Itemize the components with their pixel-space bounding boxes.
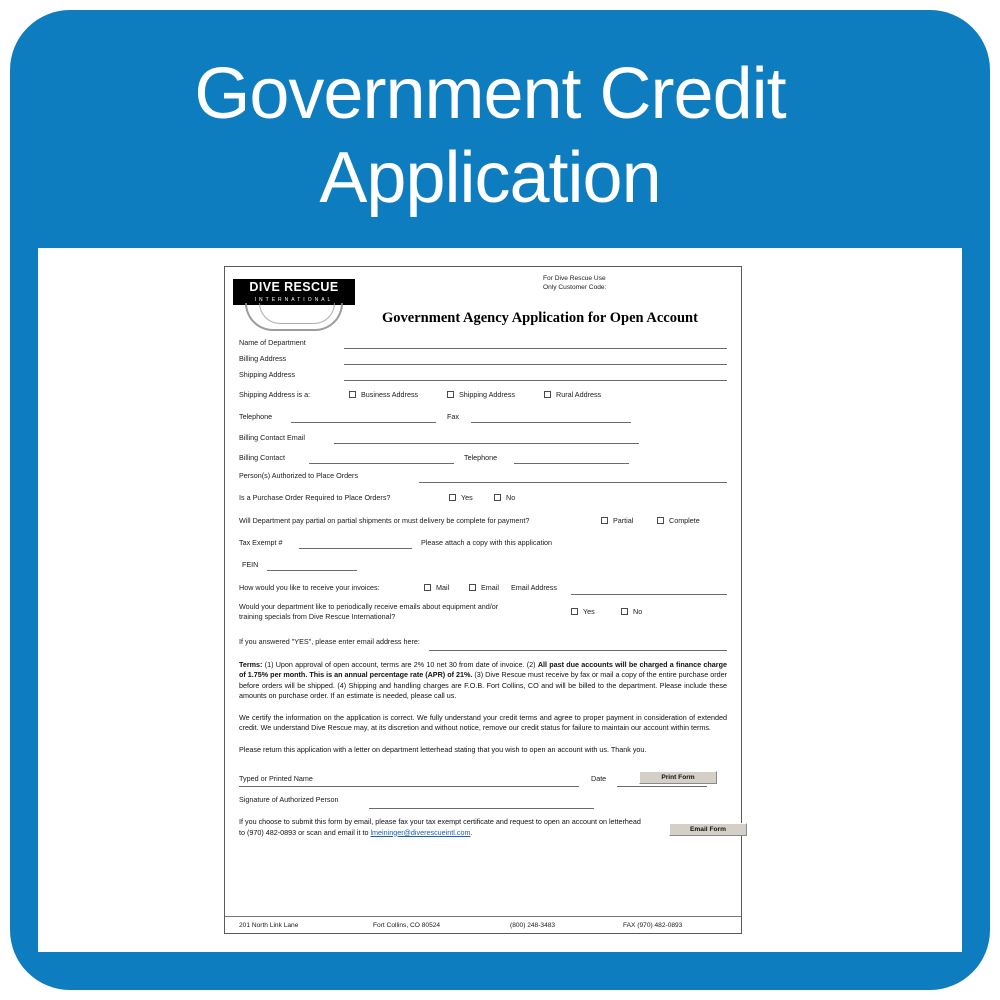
label-signature: Signature of Authorized Person xyxy=(239,795,339,805)
email-note-line-1: If you choose to submit this form by email, please fax your tax exempt certificate and request to open an account on letterhead xyxy=(239,817,641,827)
input-typed-name[interactable] xyxy=(239,786,579,787)
print-form-button[interactable]: Print Form xyxy=(639,771,717,784)
input-fax[interactable] xyxy=(471,422,631,423)
logo-wreath-icon xyxy=(245,303,343,331)
input-invoice-email-address[interactable] xyxy=(571,594,727,595)
input-tax-exempt[interactable] xyxy=(299,548,412,549)
checkbox-invoice-mail[interactable] xyxy=(424,584,431,591)
label-po-no: No xyxy=(506,493,516,502)
terms-text-2: (3) Dive Rescue must receive by fax or mail a copy of the entire purchase order before orders will be shipped. (4) Shipping and handling charges are F.O.B. Fort Collins, CO and will be billed to the department. Please include these amounts on purchase order. If an estimate is needed, please call us. xyxy=(239,670,728,701)
label-invoice-email: Email xyxy=(481,583,499,592)
checkbox-po-no[interactable] xyxy=(494,494,501,501)
row-typed-name-date xyxy=(239,763,727,789)
row-partial-complete xyxy=(239,508,727,531)
checkbox-specials-no[interactable] xyxy=(621,608,628,615)
logo-name: DIVE RESCUE xyxy=(233,279,355,296)
input-date[interactable] xyxy=(617,786,707,787)
label-billing-contact: Billing Contact xyxy=(239,453,285,462)
label-specials-line-2: training specials from Dive Rescue International? xyxy=(239,612,396,621)
dive-rescue-use-block xyxy=(543,275,683,293)
label-persons-authorized: Person(s) Authorized to Place Orders xyxy=(239,471,359,480)
row-billing-contact xyxy=(239,447,727,466)
footer-city: Fort Collins, CO 80524 xyxy=(373,921,441,929)
dive-rescue-logo xyxy=(233,279,355,331)
email-note-line-2-post: . xyxy=(470,827,473,837)
input-signature[interactable] xyxy=(369,808,594,809)
form-body xyxy=(225,335,741,841)
row-invoice-delivery xyxy=(239,574,727,598)
label-tax-exempt-note: Please attach a copy with this application xyxy=(421,538,553,547)
row-specials-question xyxy=(239,598,727,628)
form-title: Government Agency Application for Open Account xyxy=(382,310,698,326)
row-billing-address xyxy=(239,351,727,367)
page-title: Government Credit Application xyxy=(194,54,786,218)
checkbox-rural-address[interactable] xyxy=(544,391,551,398)
label-specials-line-1: Would your department like to periodically receive emails about equipment and/or xyxy=(239,602,499,611)
checkbox-business-address[interactable] xyxy=(349,391,356,398)
label-billing-address: Billing Address xyxy=(239,354,287,363)
label-business-address: Business Address xyxy=(361,390,419,399)
email-submit-note xyxy=(239,817,727,841)
label-billing-contact-email: Billing Contact Email xyxy=(239,433,305,442)
terms-lead: Terms: xyxy=(239,660,263,669)
label-partial: Partial xyxy=(613,516,634,525)
label-invoice-email-address: Email Address xyxy=(511,583,557,592)
label-rural-address: Rural Address xyxy=(556,390,602,399)
row-shipping-address xyxy=(239,367,727,383)
row-po-required xyxy=(239,485,727,508)
label-partial-question: Will Department pay partial on partial shipments or must delivery be complete for payment? xyxy=(239,516,530,525)
footer-phone: (800) 248-3483 xyxy=(510,921,556,929)
checkbox-complete[interactable] xyxy=(657,517,664,524)
terms-text-1: (1) Upon approval of open account, terms are 2% 10 net 30 from date of invoice. (2) xyxy=(262,660,538,669)
dive-use-line-1: For Dive Rescue Use xyxy=(543,275,606,282)
label-specials-yes: Yes xyxy=(583,607,595,616)
label-yes-email: If you answered "YES", please enter email address here: xyxy=(239,637,420,646)
checkbox-shipping-address[interactable] xyxy=(447,391,454,398)
dive-use-line-2: Only Customer Code: xyxy=(543,283,607,291)
input-fein[interactable] xyxy=(267,570,357,571)
support-email-link[interactable]: lmeininger@diverescueintl.com xyxy=(370,827,471,837)
row-tax-exempt xyxy=(239,531,727,552)
checkbox-partial[interactable] xyxy=(601,517,608,524)
label-tax-exempt: Tax Exempt # xyxy=(239,538,283,547)
label-typed-name: Typed or Printed Name xyxy=(239,774,313,784)
label-telephone: Telephone xyxy=(239,412,273,421)
label-shipping-address-is-a: Shipping Address is a: xyxy=(239,390,311,399)
label-telephone-2: Telephone xyxy=(464,453,498,462)
row-shipping-address-type xyxy=(239,383,727,405)
label-fein: FEIN xyxy=(242,560,259,569)
label-specials-no: No xyxy=(633,607,643,616)
logo-subtitle: INTERNATIONAL xyxy=(233,296,355,305)
row-name-of-department xyxy=(239,335,727,351)
label-po-yes: Yes xyxy=(461,493,473,502)
terms-paragraph xyxy=(239,660,727,702)
credit-application-form xyxy=(224,266,742,934)
checkbox-po-yes[interactable] xyxy=(449,494,456,501)
footer-fax: FAX (970) 482-0893 xyxy=(623,921,683,929)
checkbox-invoice-email[interactable] xyxy=(469,584,476,591)
checkbox-specials-yes[interactable] xyxy=(571,608,578,615)
email-form-button[interactable]: Email Form xyxy=(669,823,747,836)
input-yes-email[interactable] xyxy=(429,650,727,651)
input-shipping-address[interactable] xyxy=(344,380,727,381)
input-billing-address[interactable] xyxy=(344,364,727,365)
footer-address: 201 North Link Lane xyxy=(239,921,299,929)
label-shipping-address: Shipping Address xyxy=(239,370,295,379)
row-telephone-fax xyxy=(239,405,727,426)
certify-paragraph: We certify the information on the application is correct. We fully understand your credit terms and agree to proper payment in consideration of extended credit. We understand Dive Rescue may, at its discretion and without notice, remove our credit status for failure to maintain our account within terms. xyxy=(239,712,727,733)
row-signature xyxy=(239,789,727,811)
input-billing-contact-email[interactable] xyxy=(334,443,639,444)
input-billing-contact[interactable] xyxy=(309,463,454,464)
label-date: Date xyxy=(591,774,607,784)
input-name-of-department[interactable] xyxy=(344,348,727,349)
input-telephone-2[interactable] xyxy=(514,463,629,464)
label-name-of-department: Name of Department xyxy=(239,338,306,347)
row-billing-contact-email xyxy=(239,426,727,447)
row-fein xyxy=(239,552,727,574)
footer-divider xyxy=(225,916,741,917)
form-header xyxy=(225,267,741,335)
label-fax: Fax xyxy=(447,412,459,421)
email-note-line-2-pre: to (970) 482-0893 or scan and email it to xyxy=(239,827,371,837)
return-paragraph: Please return this application with a letter on department letterhead stating that you wish to open an account with us. Thank you. xyxy=(239,744,647,754)
terms-bold-1: All past due accounts will be charged a finance charge of 1.75% per month. This is an annual percentage rate (APR) of 21%. xyxy=(239,660,727,680)
input-telephone[interactable] xyxy=(291,422,436,423)
row-yes-email xyxy=(239,628,727,654)
label-po-required: Is a Purchase Order Required to Place Orders? xyxy=(239,493,391,502)
label-invoice-mail: Mail xyxy=(436,583,450,592)
row-persons-authorized xyxy=(239,466,727,485)
label-shipping-address-option: Shipping Address xyxy=(459,390,515,399)
label-invoice-question: How would you like to receive your invoices: xyxy=(239,583,380,592)
input-persons-authorized[interactable] xyxy=(419,482,727,483)
label-complete: Complete xyxy=(669,516,700,525)
